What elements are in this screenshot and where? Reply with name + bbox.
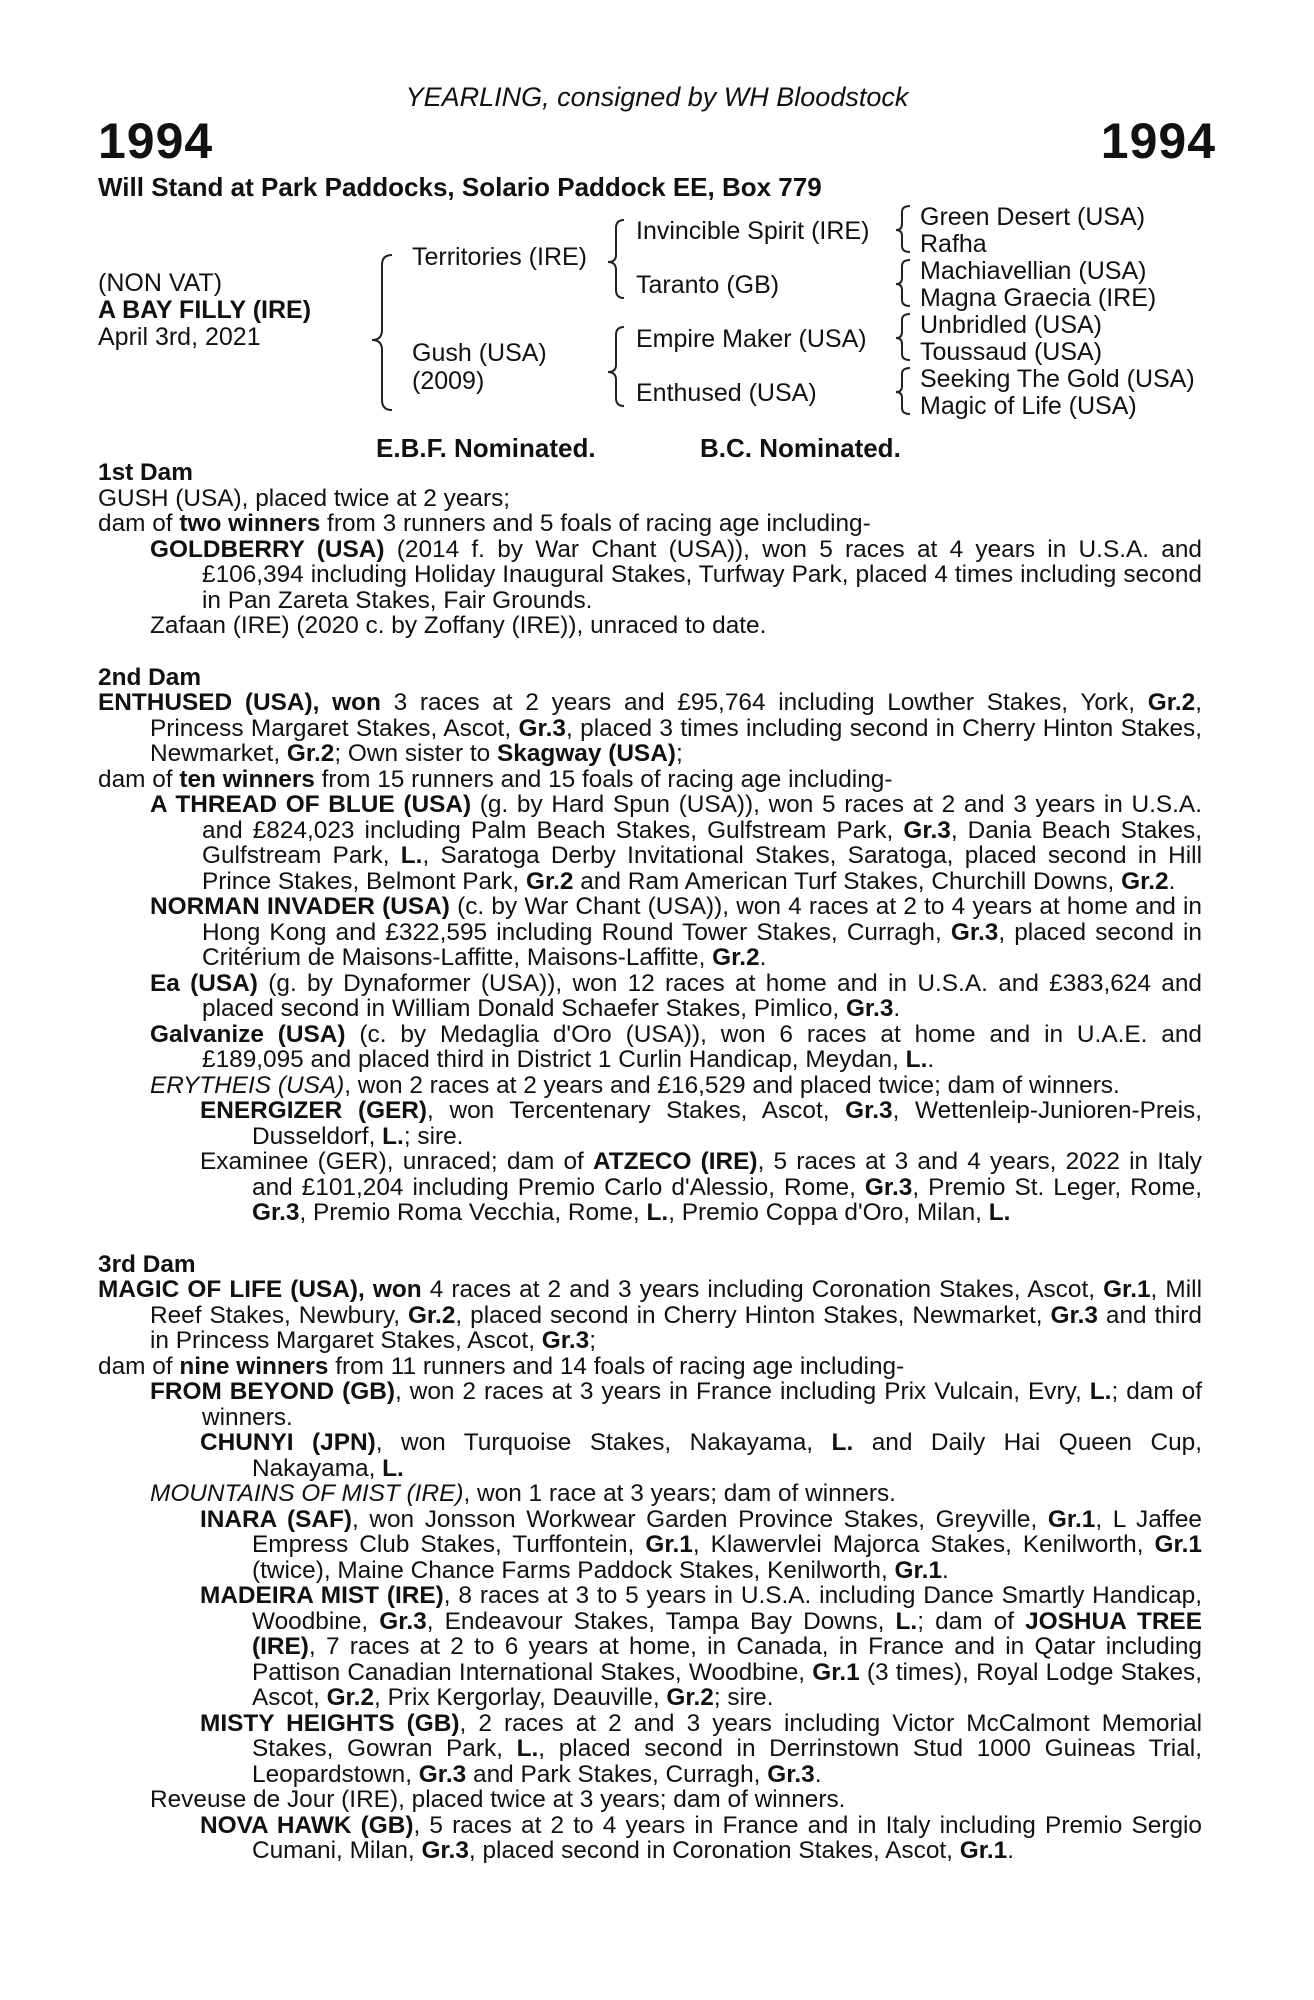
pedigree-gg-7: Seeking The Gold (USA) — [920, 365, 1195, 393]
brace-g3 — [896, 314, 910, 360]
produce-ea: Ea (USA) (g. by Dynaformer (USA)), won 12 races at home and in U.S.A. and £383,624 and placed second in William Donald Schaefer Stakes, Pimlico, Gr.3. — [150, 969, 1202, 1022]
third-dam-produce-line: dam of nine winners from 11 runners and 14 foals of racing age including- — [98, 1352, 905, 1380]
produce-chunyi: CHUNYI (JPN), won Turquoise Stakes, Nakayama, L. and Daily Hai Queen Cup, Nakayama, L. — [200, 1429, 1202, 1482]
pedigree-dam-year: (2009) — [412, 367, 485, 395]
third-dam-heading: 3rd Dam — [98, 1250, 196, 1278]
vat-status: (NON VAT) — [98, 269, 223, 297]
catalogue-body — [98, 460, 1202, 1864]
produce-from-beyond: FROM BEYOND (GB), won 2 races at 3 years in France including Prix Vulcain, Evry, L.; dam of winners. — [150, 1378, 1202, 1431]
brace-g1 — [896, 206, 910, 252]
third-dam-magic-of-life: MAGIC OF LIFE (USA), won 4 races at 2 and 3 years including Coronation Stakes, Ascot, Gr.1, Mill Reef Stakes, Newbury, Gr.2, placed second in Cherry Hinton Stakes, Newmarket, Gr.3 and third in Princess Margaret Stakes, Ascot, Gr.3; — [98, 1276, 1202, 1354]
brace-g2 — [896, 260, 910, 306]
pedigree-gg-2: Rafha — [920, 230, 987, 258]
pedigree-gg-5: Unbridled (USA) — [920, 311, 1103, 339]
produce-erytheis: ERYTHEIS (USA), won 2 races at 2 years and £16,529 and placed twice; dam of winners. — [150, 1071, 1120, 1099]
produce-energizer: ENERGIZER (GER), won Tercentenary Stakes, Ascot, Gr.3, Wettenleip-Junioren-Preis, Dusseldorf, L.; sire. — [200, 1097, 1202, 1150]
produce-inara: INARA (SAF), won Jonsson Workwear Garden Province Stakes, Greyville, Gr.1, L Jaffee Empress Club Stakes, Turffontein, Gr.1, Klawervlei Majorca Stakes, Kenilworth, Gr.1 (twice), Maine Chance Farms Paddock Stakes, Kenilworth, Gr.1. — [200, 1505, 1202, 1584]
brace-sire — [608, 220, 624, 298]
pedigree-dam-sire: Empire Maker (USA) — [636, 325, 867, 353]
brace-dam — [608, 327, 624, 406]
first-dam-heading: 1st Dam — [98, 459, 193, 486]
produce-goldberry: GOLDBERRY (USA) (2014 f. by War Chant (USA)), won 5 races at 4 years in U.S.A. and £106,394 including Holiday Inaugural Stakes, Turfway Park, placed 4 times including second in Pan Zareta Stakes, Fair Grounds. — [150, 535, 1202, 614]
lot-number-left: 1994 — [98, 113, 214, 169]
lot-number-right: 1994 — [1100, 113, 1216, 169]
produce-misty-heights: MISTY HEIGHTS (GB), 2 races at 2 and 3 years including Victor McCalmont Memorial Stakes, Gowran Park, L., placed second in Derrinstown Stud 1000 Guineas Trial, Leopardstown, Gr.3 and Park Stakes, Curragh, Gr.3. — [200, 1709, 1202, 1788]
foaling-date: April 3rd, 2021 — [98, 323, 261, 351]
produce-norman-invader: NORMAN INVADER (USA) (c. by War Chant (USA)), won 4 races at 2 to 4 years at home and in Hong Kong and £322,595 including Round Tower Stakes, Curragh, Gr.3, placed second in Critérium de Maisons-Laffitte, Maisons-Laffitte, Gr.2. — [150, 893, 1202, 971]
pedigree-gg-6: Toussaud (USA) — [920, 338, 1103, 366]
first-dam-line: GUSH (USA), placed twice at 2 years; — [98, 484, 511, 512]
pedigree-sire-dam: Taranto (GB) — [636, 271, 780, 299]
pedigree-gg-8: Magic of Life (USA) — [920, 392, 1137, 420]
stand-location: Will Stand at Park Paddocks, Solario Paddock EE, Box 779 — [98, 172, 822, 202]
bc-nomination: B.C. Nominated. — [700, 433, 901, 463]
pedigree-gg-1: Green Desert (USA) — [920, 203, 1146, 231]
ebf-nomination: E.B.F. Nominated. — [376, 433, 596, 463]
brace-main — [372, 255, 392, 410]
produce-galvanize: Galvanize (USA) (c. by Medaglia d'Oro (USA)), won 6 races at home and in U.A.E. and £189,095 and placed third in District 1 Curlin Handicap, Meydan, L.. — [150, 1020, 1202, 1073]
produce-zafaan: Zafaan (IRE) (2020 c. by Zoffany (IRE)), unraced to date. — [150, 612, 767, 639]
produce-a-thread-of-blue: A THREAD OF BLUE (USA) (g. by Hard Spun (USA)), won 5 races at 2 and 3 years in U.S.A. and £824,023 including Palm Beach Stakes, Gulfstream Park, Gr.3, Dania Beach Stakes, Gulfstream Park, L., Saratoga Derby Invitational Stakes, Saratoga, placed second in Hill Prince Stakes, Belmont Park, Gr.2 and Ram American Turf Stakes, Churchill Downs, Gr.2. — [150, 791, 1202, 895]
produce-mountains-of-mist: MOUNTAINS OF MIST (IRE), won 1 race at 3 years; dam of winners. — [150, 1480, 896, 1507]
horse-name: A BAY FILLY (IRE) — [98, 296, 312, 324]
produce-nova-hawk: NOVA HAWK (GB), 5 races at 2 to 4 years in France and in Italy including Premio Sergio Cumani, Milan, Gr.3, placed second in Coronation Stakes, Ascot, Gr.1. — [200, 1811, 1202, 1864]
sale-subtitle: YEARLING, consigned by WH Bloodstock — [405, 82, 909, 112]
pedigree-sire: Territories (IRE) — [412, 243, 588, 271]
produce-madeira-mist: MADEIRA MIST (IRE), 8 races at 3 to 5 years in U.S.A. including Dance Smartly Handicap, Woodbine, Gr.3, Endeavour Stakes, Tampa Bay Downs, L.; dam of JOSHUA TREE (IRE), 7 races at 2 to 6 years at home, in Canada, in France and in Qatar including Pattison Canadian International Stakes, Woodbine, Gr.1 (3 times), Royal Lodge Stakes, Ascot, Gr.2, Prix Kergorlay, Deauville, Gr.2; sire. — [200, 1582, 1202, 1711]
produce-reveuse-de-jour: Reveuse de Jour (IRE), placed twice at 3 years; dam of winners. — [150, 1786, 846, 1813]
second-dam-heading: 2nd Dam — [98, 663, 202, 691]
first-dam-produce-line: dam of two winners from 3 runners and 5 foals of racing age including- — [98, 510, 871, 537]
produce-examinee: Examinee (GER), unraced; dam of ATZECO (IRE), 5 races at 3 and 4 years, 2022 in Italy and £101,204 including Premio Carlo d'Alessio, Rome, Gr.3, Premio St. Leger, Rome, Gr.3, Premio Roma Vecchia, Rome, L., Premio Coppa d'Oro, Milan, L. — [200, 1148, 1203, 1226]
second-dam-produce-line: dam of ten winners from 15 runners and 15 foals of racing age including- — [98, 765, 893, 793]
pedigree-dam: Gush (USA) — [412, 339, 547, 367]
second-dam-enthused: ENTHUSED (USA), won 3 races at 2 years and £95,764 including Lowther Stakes, York, Gr.2, Princess Margaret Stakes, Ascot, Gr.3, placed 3 times including second in Cherry Hinton Stakes, Newmarket, Gr.2; Own sister to Skagway (USA); — [98, 689, 1202, 767]
pedigree-gg-3: Machiavellian (USA) — [920, 257, 1147, 285]
pedigree-dam-dam: Enthused (USA) — [636, 379, 817, 407]
pedigree-gg-4: Magna Graecia (IRE) — [920, 284, 1157, 312]
brace-g4 — [896, 368, 910, 414]
pedigree-sire-sire: Invincible Spirit (IRE) — [636, 217, 870, 245]
